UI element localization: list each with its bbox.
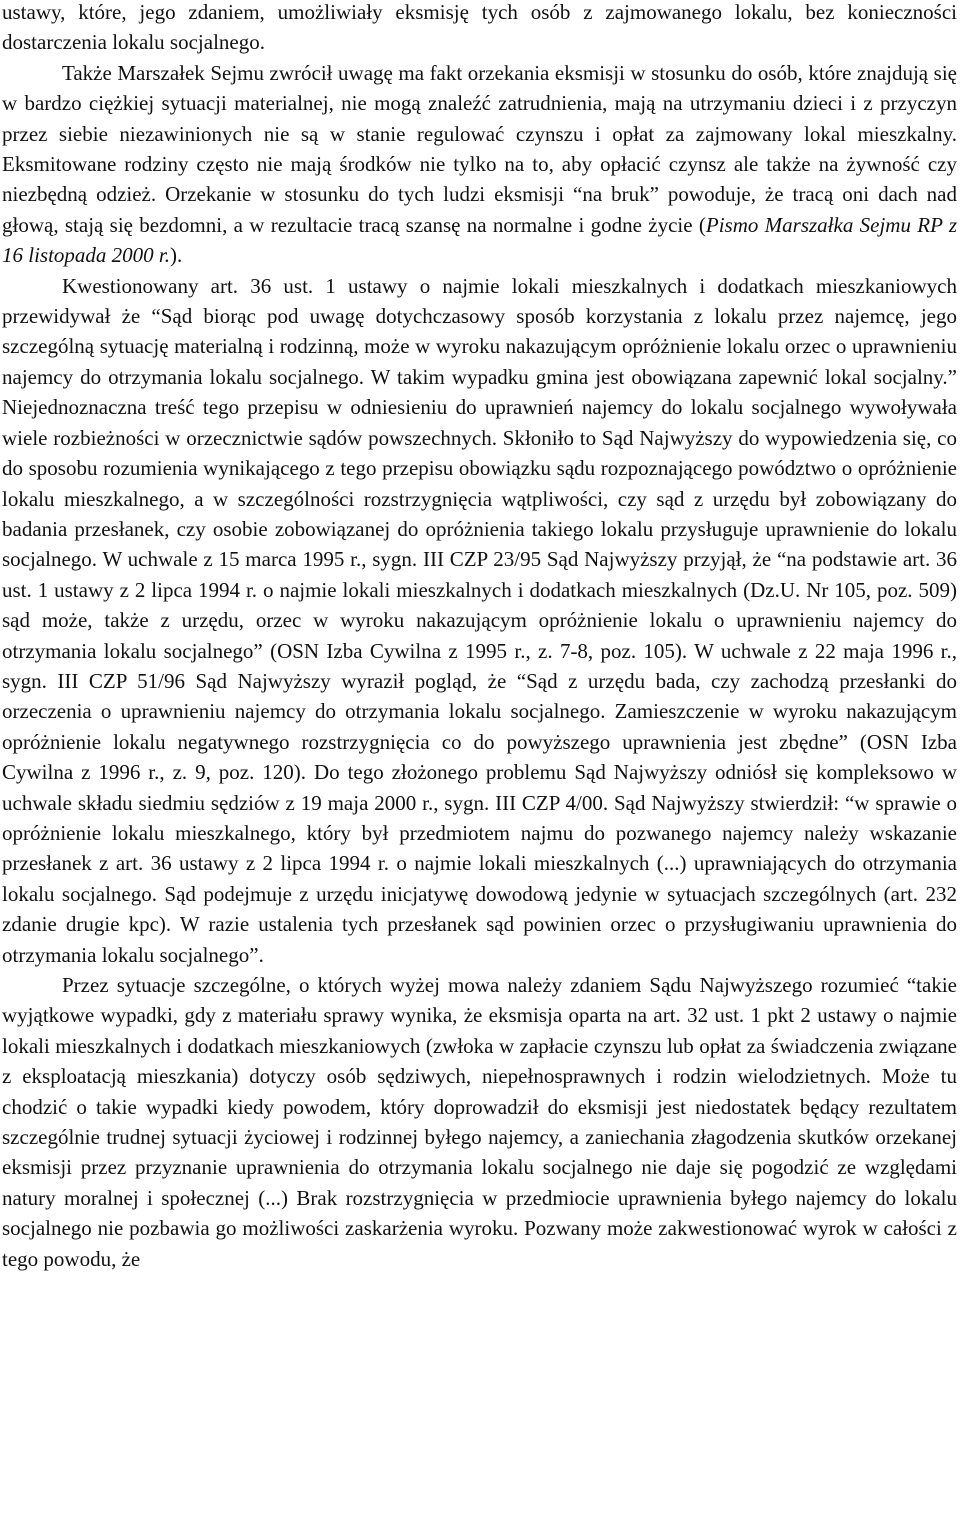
paragraph-marshal-remarks (2, 58, 957, 271)
paragraph-text: Przez sytuacje szczególne, o których wyżej mowa należy zdaniem Sądu Najwyższego rozumieć “takie wyjątkowe wypadki, gdy z materiału sprawy wynika, że eksmisja oparta na art. 32 ust. 1 pkt 2 ustawy o najmie lokali mieszkalnych i dodatkach mieszkaniowych (zwłoka w zapłacie czynszu lub opłat za świadczenia związane z eksploatacją mieszkania) dotyczy osób sędziwych, niepełnosprawnych i rodzin wielodzietnych. Może tu chodzić o takie wypadki kiedy powodem, który doprowadził do eksmisji jest niedostatek będący rezultatem szczególnie trudnej sytuacji życiowej i rodzinnej byłego najemcy, a zaniechania złagodzenia skutków orzekanej eksmisji przez przyznanie uprawnienia do otrzymania lokalu socjalnego nie daje się pogodzić ze względami natury moralnej i społecznej (...) Brak rozstrzygnięcia w przedmiocie uprawnienia byłego najemcy do lokalu socjalnego nie pozbawia go możliwości zaskarżenia wyroku. Pozwany może zakwestionować wyrok w całości z tego powodu, że (2, 973, 957, 1271)
paragraph-text: ). (170, 243, 183, 268)
paragraph-text: ustawy, które, jego zdaniem, umożliwiały eksmisję tych osób z zajmowanego lokalu, bez konieczności dostarczenia lokalu socjalnego. (2, 0, 957, 55)
paragraph-text: Także Marszałek Sejmu zwrócił uwagę ma fakt orzekania eksmisji w stosunku do osób, które znajdują się w bardzo ciężkiej sytuacji materialnej, nie mogą znaleźć zatrudnienia, mają na utrzymaniu dzieci i z przyczyn przez siebie niezawinionych nie są w stanie regulować czynszu i opłat za zajmowany lokal mieszkalny. Eksmitowane rodziny często nie mają środków nie tylko na to, aby opłacić czynsz ale także na żywność czy niezbędną odzież. Orzekanie w stosunku do tych ludzi eksmisji “na bruk” powoduje, że tracą oni dach nad głową, stają się bezdomni, a w rezultacie tracą szansę na normalne i godne życie ( (2, 60, 957, 237)
paragraph-special-situations (2, 970, 957, 1274)
paragraph-intro-continuation (2, 0, 957, 58)
document-page (2, 0, 957, 1274)
citation-italic: Pismo Marszałka Sejmu RP z 16 listopada 2000 r. (2, 212, 958, 268)
paragraph-text: Kwestionowany art. 36 ust. 1 ustawy o najmie lokali mieszkalnych i dodatkach mieszkaniowych przewidywał że “Sąd biorąc pod uwagę dotychczasowy sposób korzystania z lokalu przez najemcę, jego szczególną sytuację materialną i rodzinną, może w wyroku nakazującym opróżnienie lokalu orzec o uprawnieniu najemcy do otrzymania lokalu socjalnego. W takim wypadku gmina jest obowiązana zapewnić lokal socjalny.” Niejednoznaczna treść tego przepisu w odniesieniu do uprawnień najemcy do lokalu socjalnego wywoływała wiele rozbieżności w orzecznictwie sądów powszechnych. Skłoniło to Sąd Najwyższy do wypowiedzenia się, co do sposobu rozumienia wynikającego z tego przepisu obowiązku sądu rozpoznającego powództwo o opróżnienie lokalu mieszkalnego, a w szczególności rozstrzygnięcia wątpliwości, czy sąd z urzędu był zobowiązany do badania przesłanek, czy osobie zobowiązanej do opróżnienia takiego lokalu przysługuje uprawnienie do lokalu socjalnego. W uchwale z 15 marca 1995 r., sygn. III CZP 23/95 Sąd Najwyższy przyjął, że “na podstawie art. 36 ust. 1 ustawy z 2 lipca 1994 r. o najmie lokali mieszkalnych i dodatkach mieszkalnych (Dz.U. Nr 105, poz. 509) sąd może, także z urzędu, orzec w wyroku nakazującym opróżnienie lokalu o uprawnieniu najemcy do otrzymania lokalu socjalnego” (OSN Izba Cywilna z 1995 r., z. 7-8, poz. 105). W uchwale z 22 maja 1996 r., sygn. III CZP 51/96 Sąd Najwyższy wyraził pogląd, że “Sąd z urzędu bada, czy zachodzą przesłanki do orzeczenia o uprawnieniu najemcy do otrzymania lokalu socjalnego. Zamieszczenie w wyroku nakazującym opróżnienie lokalu negatywnego rozstrzygnięcia co do powyższego uprawnienia jest zbędne” (OSN Izba Cywilna z 1996 r., z. 9, poz. 120). Do tego złożonego problemu Sąd Najwyższy odniósł się kompleksowo w uchwale składu siedmiu sędziów z 19 maja 2000 r., sygn. III CZP 4/00. Sąd Najwyższy stwierdził: “w sprawie o opróżnienie lokalu mieszkalnego, który był przedmiotem najmu do pozwanego najemcy należy wskazanie przesłanek z art. 36 ustawy z 2 lipca 1994 r. o najmie lokali mieszkalnych (...) uprawniających do otrzymania lokalu socjalnego. Sąd podejmuje z urzędu inicjatywę dowodową jedynie w sytuacjach szczególnych (art. 232 zdanie drugie kpc). W razie ustalenia tych przesłanek sąd powinien orzec o przysługiwaniu uprawnienia do otrzymania lokalu socjalnego”. (2, 273, 957, 967)
paragraph-article-36 (2, 271, 957, 970)
